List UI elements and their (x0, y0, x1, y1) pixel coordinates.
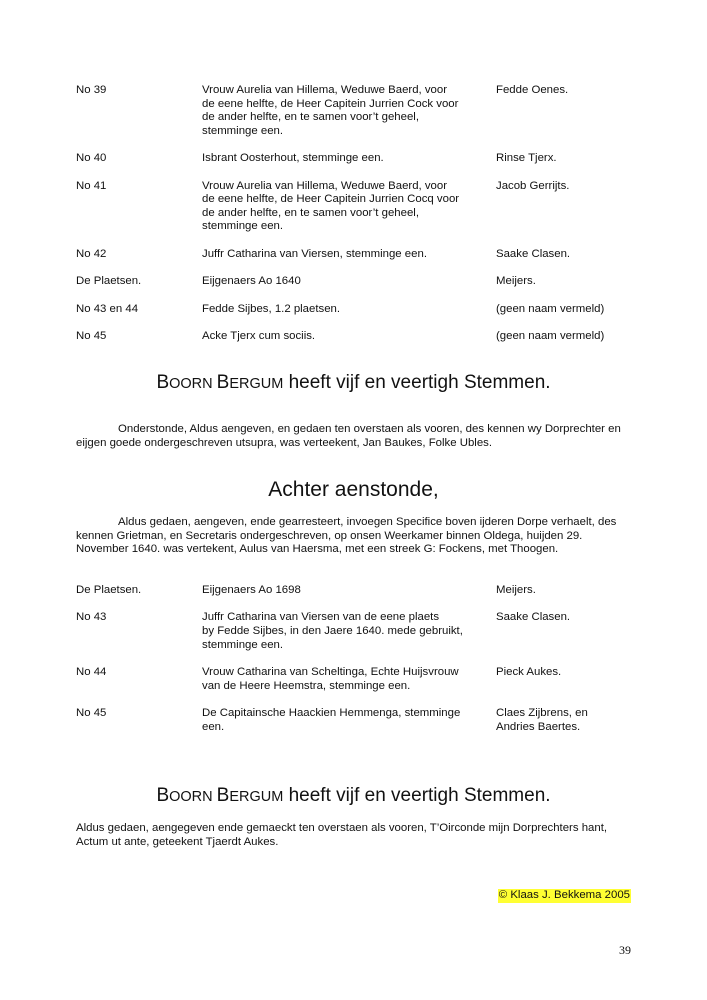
description-line: Juffr Catharina van Viersen, stemminge een. (202, 247, 427, 260)
entry-name (496, 152, 636, 166)
entry-name (496, 584, 636, 598)
description-line: Vrouw Aurelia van Hillema, Weduwe Baerd, voor (202, 179, 448, 192)
paragraph-closing: Aldus gedaen, aengegeven ende gemaeckt ten overstaen als vooren, T’Oirconde mijn Dorprechters hant, Actum ut ante, geteekent Tjaerdt Aukes. (76, 822, 608, 848)
entry-description (202, 303, 496, 317)
table-row (76, 666, 636, 693)
table-row (76, 152, 636, 166)
name-line: Andries Baertes. (496, 720, 581, 733)
table-row (76, 180, 636, 234)
entry-name (496, 303, 636, 317)
entry-number: No 45 (76, 706, 107, 719)
name-line: Jacob Gerrijts. (496, 179, 570, 192)
entry-description (202, 707, 496, 734)
table-row (76, 330, 636, 344)
entry-name (496, 275, 636, 289)
name-line: Meijers. (496, 584, 536, 596)
table-row (76, 611, 636, 652)
entry-number: De Plaetsen. (76, 275, 142, 288)
description-line: Eijgenaers Ao 1698 (202, 584, 301, 596)
entry-name (496, 666, 636, 693)
page-number: 39 (619, 943, 631, 957)
entry-description (202, 84, 496, 138)
description-line: Fedde Sijbes, 1.2 plaetsen. (202, 302, 341, 315)
description-line: Vrouw Aurelia van Hillema, Weduwe Baerd, voor (202, 84, 448, 96)
name-line: Fedde Oenes. (496, 84, 569, 96)
table-row (76, 584, 636, 598)
name-line: Saake Clasen. (496, 247, 571, 260)
entry-number: No 43 (76, 611, 107, 624)
entry-name (496, 84, 636, 138)
description-line: de ander helfte, en te samen voor’t geheel, (202, 206, 419, 219)
table-row (76, 303, 636, 317)
description-line: stemminge een. (202, 220, 284, 233)
name-line: Claes Zijbrens, en (496, 706, 588, 719)
entry-number: No 45 (76, 329, 107, 342)
entry-description (202, 248, 496, 262)
entry-description (202, 152, 496, 166)
description-line: stemminge een. (202, 638, 284, 651)
entry-name (496, 611, 636, 652)
section-heading-boorn-bergum-1: BOORN BERGUM heeft vijf en veertigh Stemmen. (156, 372, 551, 393)
name-line: (geen naam vermeld) (496, 329, 605, 342)
name-line: Rinse Tjerx. (496, 152, 557, 165)
description-line: de eene helfte, de Heer Capitein Jurrien Cock voor (202, 97, 459, 110)
description-line: Vrouw Catharina van Scheltinga, Echte Huijsvrouw (202, 665, 459, 678)
table-row (76, 275, 636, 289)
name-line: Pieck Aukes. (496, 665, 562, 678)
entry-number: De Plaetsen. (76, 584, 142, 596)
entry-number: No 42 (76, 247, 107, 260)
entry-number: No 44 (76, 665, 107, 678)
table-row (76, 707, 636, 734)
name-line: Saake Clasen. (496, 611, 571, 624)
description-line: de ander helfte, en te samen voor’t geheel, (202, 111, 419, 124)
description-line: by Fedde Sijbes, in den Jaere 1640. mede gebruikt, (202, 624, 463, 637)
paragraph-aldus-gedaen: Aldus gedaen, aengeven, ende gearresteert, invoegen Specifice boven ijderen Dorpe verhaelt, des kennen Grietman, en Secretaris ondergeschreven, op onsen Weerkamer binnen Oldega, huijden 29. November 1640. was vertekent, Aulus van Haersma, met een streek G: Fockens, met Thoogen. (76, 516, 617, 556)
entry-number: No 40 (76, 152, 107, 165)
description-line: Eijgenaers Ao 1640 (202, 275, 301, 288)
entry-name (496, 248, 636, 262)
name-line: Meijers. (496, 275, 536, 288)
description-line: Isbrant Oosterhout, stemminge een. (202, 152, 384, 165)
entry-description (202, 330, 496, 344)
entry-number: No 43 en 44 (76, 302, 139, 315)
section-heading-achter-aenstonde: Achter aenstonde, (268, 478, 439, 501)
copyright-notice: © Klaas J. Bekkema 2005 (498, 889, 630, 901)
description-line: de eene helfte, de Heer Capitein Jurrien Cocq voor (202, 193, 460, 206)
entry-name (496, 330, 636, 344)
entry-number: No 39 (76, 84, 107, 96)
description-line: Juffr Catharina van Viersen van de eene plaets (202, 611, 440, 624)
description-line: een. (202, 720, 225, 733)
stemmen-table-2 (76, 584, 636, 734)
entry-name (496, 180, 636, 234)
entry-description (202, 275, 496, 289)
entry-description (202, 666, 496, 693)
table-row (76, 248, 636, 262)
table-row (76, 84, 636, 138)
description-line: De Capitainsche Haackien Hemmenga, stemminge (202, 706, 461, 719)
section-heading-boorn-bergum-2: BOORN BERGUM heeft vijf en veertigh Stemmen. (156, 785, 551, 806)
entry-description (202, 180, 496, 234)
description-line: Acke Tjerx cum sociis. (202, 329, 316, 342)
entry-name (496, 707, 636, 734)
description-line: stemminge een. (202, 124, 284, 137)
description-line: van de Heere Heemstra, stemminge een. (202, 679, 411, 692)
entry-description (202, 611, 496, 652)
stemmen-table-1 (76, 84, 636, 344)
paragraph-onderstonde: Onderstonde, Aldus aengeven, en gedaen ten overstaen als vooren, des kennen wy Dorprechter en eijgen goede ondergeschreven utsupra, was verteekent, Jan Baukes, Folke Ubles. (76, 423, 621, 449)
name-line: (geen naam vermeld) (496, 302, 605, 315)
entry-number: No 41 (76, 179, 107, 192)
entry-description (202, 584, 496, 598)
